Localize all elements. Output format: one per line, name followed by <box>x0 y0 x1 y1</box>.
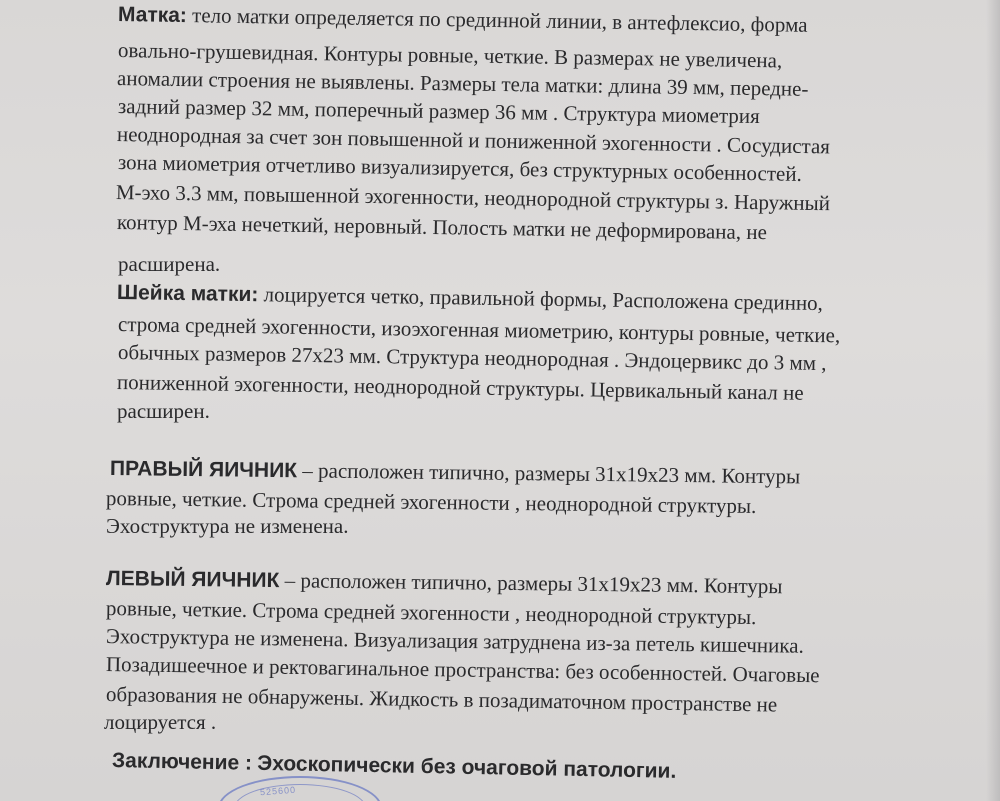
cervix-line-4: пониженной эхогенности, неоднородной структуры. Цервикальный канал не <box>116 370 804 405</box>
left-ovary-line-2: ровные, четкие. Строма средней эхогенности , неоднородной структуры. <box>105 596 757 630</box>
left-ovary-line-4: Позадишеечное и ректовагинальное пространства: без особенностей. Очаговые <box>105 652 820 688</box>
conclusion-heading: Заключение : <box>111 749 253 775</box>
cervix-line-2: строма средней эхогенности, изоэхогенная миометрию, контуры ровные, четкие, <box>117 312 841 348</box>
cervix-heading: Шейка матки: <box>116 281 259 307</box>
left-ovary-line-5: образования не обнаружены. Жидкость в позадиматочном пространстве не <box>105 682 778 717</box>
cervix-line-5: расширен. <box>117 399 210 423</box>
cervix-line-3: обычных размеров 27х23 мм. Структура неоднородная . Эндоцервикс до 3 мм , <box>117 340 827 376</box>
left-ovary-line-1 <box>106 566 783 599</box>
paper-edge-shadow <box>986 0 1000 801</box>
uterus-line-8: контур М-эха нечеткий, неровный. Полость матки не деформирована, не <box>116 210 768 245</box>
stamp-inner-ring <box>234 784 366 801</box>
left-ovary-heading: ЛЕВЫЙ ЯИЧНИК <box>105 567 280 593</box>
uterus-line-4: задний размер 32 мм, поперечный размер 36 мм . Структура миометрия <box>117 94 760 129</box>
right-ovary-line-2: ровные, четкие. Строма средней эхогенности , неоднородной структуры. <box>105 486 757 518</box>
uterus-line-9: расширена. <box>118 252 221 276</box>
right-ovary-line-1 <box>110 456 800 489</box>
right-ovary-text: – расположен типично, размеры 31х19х23 мм. Контуры <box>302 458 801 489</box>
uterus-line-2: овально-грушевидная. Контуры ровные, четкие. В размерах не увеличена, <box>117 38 783 73</box>
uterus-text: тело матки определяется по срединной линии, в антефлексио, форма <box>191 3 808 37</box>
left-ovary-text: – расположен типично, размеры 31х19х23 мм. Контуры <box>284 568 783 599</box>
uterus-line-3: аномалии строения не выявлены. Размеры тела матки: длина 39 мм, передне- <box>116 66 809 101</box>
right-ovary-line-3: Эхоструктура не изменена. <box>106 514 349 538</box>
conclusion-text: Эхоскопически без очаговой патологии. <box>257 751 677 783</box>
uterus-heading: Матка: <box>117 3 188 28</box>
cervix-text: лоцируется четко, правильной формы, Расположена срединно, <box>263 282 824 316</box>
uterus-line-7: М-эхо 3.3 мм, повышенной эхогенности, неоднородной структуры з. Наружный <box>115 180 831 216</box>
stamp-text: 525600 <box>259 784 297 798</box>
uterus-line-6: зона миометрия отчетливо визуализируется, без структурных особенностей. <box>117 150 803 186</box>
round-stamp <box>218 776 382 801</box>
left-ovary-line-6: лоцируется . <box>104 710 217 734</box>
cervix-line-1 <box>117 280 823 316</box>
left-ovary-line-3: Эхоструктура не изменена. Визуализация затруднена из-за петель кишечника. <box>105 624 805 658</box>
uterus-line-5: неоднородная за счет зон повышенной и пониженной эхогенности . Сосудистая <box>116 122 831 159</box>
uterus-line-1 <box>118 2 808 38</box>
conclusion-line <box>112 748 677 784</box>
right-ovary-heading: ПРАВЫЙ ЯИЧНИК <box>109 457 298 483</box>
